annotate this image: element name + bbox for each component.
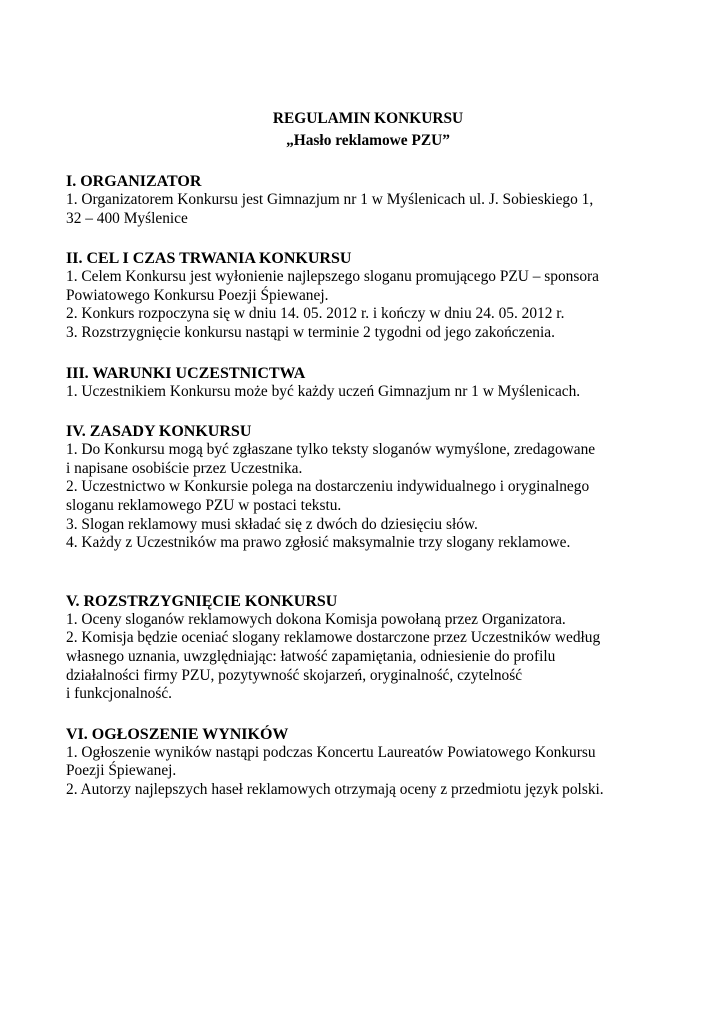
section-heading: IV. ZASADY KONKURSU <box>66 423 252 441</box>
paragraph-line: 3. Rozstrzygnięcie konkursu nastąpi w terminie 2 tygodni od jego zakończenia. <box>66 323 555 341</box>
section-heading: I. ORGANIZATOR <box>66 173 202 190</box>
paragraph-line: 2. Komisja będzie oceniać slogany reklamowe dostarczone przez Uczestników według <box>66 629 601 647</box>
section-organizator <box>66 172 666 228</box>
section-zasady <box>66 422 666 553</box>
paragraph-line: 2. Uczestnictwo w Konkursie polega na dostarczeniu indywidualnego i oryginalnego <box>66 478 590 496</box>
paragraph-line: 3. Slogan reklamowy musi składać się z dwóch do dziesięciu słów. <box>66 515 478 533</box>
section-heading: II. CEL I CZAS TRWANIA KONKURSU <box>66 250 352 268</box>
paragraph-line: działalności firmy PZU, pozytywność skojarzeń, oryginalność, czytelność <box>66 666 523 684</box>
paragraph-line: 1. Uczestnikiem Konkursu może być każdy uczeń Gimnazjum nr 1 w Myślenicach. <box>66 382 581 400</box>
paragraph-line: 2. Autorzy najlepszych haseł reklamowych otrzymają oceny z przedmiotu język polski. <box>66 780 604 798</box>
section-heading: VI. OGŁOSZENIE WYNIKÓW <box>66 725 289 743</box>
paragraph-line: 32 – 400 Myślenice <box>66 209 188 227</box>
document-page <box>66 108 666 799</box>
section-cel-i-czas <box>66 249 666 342</box>
paragraph-line: 1. Ogłoszenie wyników nastąpi podczas Koncertu Laureatów Powiatowego Konkursu <box>66 743 596 761</box>
title-block <box>66 108 666 152</box>
paragraph-line: Powiatowego Konkursu Poezji Śpiewanej. <box>66 286 329 304</box>
section-ogloszenie <box>66 725 666 800</box>
document-subtitle: „Hasło reklamowe PZU” <box>286 132 450 149</box>
paragraph-line: własnego uznania, uwzględniając: łatwość zapamiętania, odniesienie do profilu <box>66 647 556 665</box>
document-title: REGULAMIN KONKURSU <box>272 110 464 127</box>
paragraph-line: 1. Organizatorem Konkursu jest Gimnazjum nr 1 w Myślenicach ul. J. Sobieskiego 1, <box>66 191 594 208</box>
paragraph-line: 2. Konkurs rozpoczyna się w dniu 14. 05. 2012 r. i kończy w dniu 24. 05. 2012 r. <box>66 305 565 323</box>
section-warunki <box>66 364 666 402</box>
paragraph-line: Poezji Śpiewanej. <box>66 762 177 780</box>
paragraph-line: 4. Każdy z Uczestników ma prawo zgłosić maksymalnie trzy slogany reklamowe. <box>66 534 571 552</box>
section-heading: III. WARUNKI UCZESTNICTWA <box>66 364 306 382</box>
paragraph-line: i funkcjonalność. <box>66 685 172 703</box>
paragraph-line: sloganu reklamowego PZU w postaci tekstu. <box>66 496 342 514</box>
paragraph-line: 1. Do Konkursu mogą być zgłaszane tylko teksty sloganów wymyślone, zredagowane <box>66 441 596 459</box>
paragraph-line: i napisane osobiście przez Uczestnika. <box>66 459 303 477</box>
section-heading: V. ROZSTRZYGNIĘCIE KONKURSU <box>66 592 338 610</box>
section-rozstrzygniecie <box>66 592 666 704</box>
paragraph-line: 1. Celem Konkursu jest wyłonienie najlepszego sloganu promującego PZU – sponsora <box>66 268 600 286</box>
paragraph-line: 1. Oceny sloganów reklamowych dokona Komisja powołaną przez Organizatora. <box>66 610 566 628</box>
